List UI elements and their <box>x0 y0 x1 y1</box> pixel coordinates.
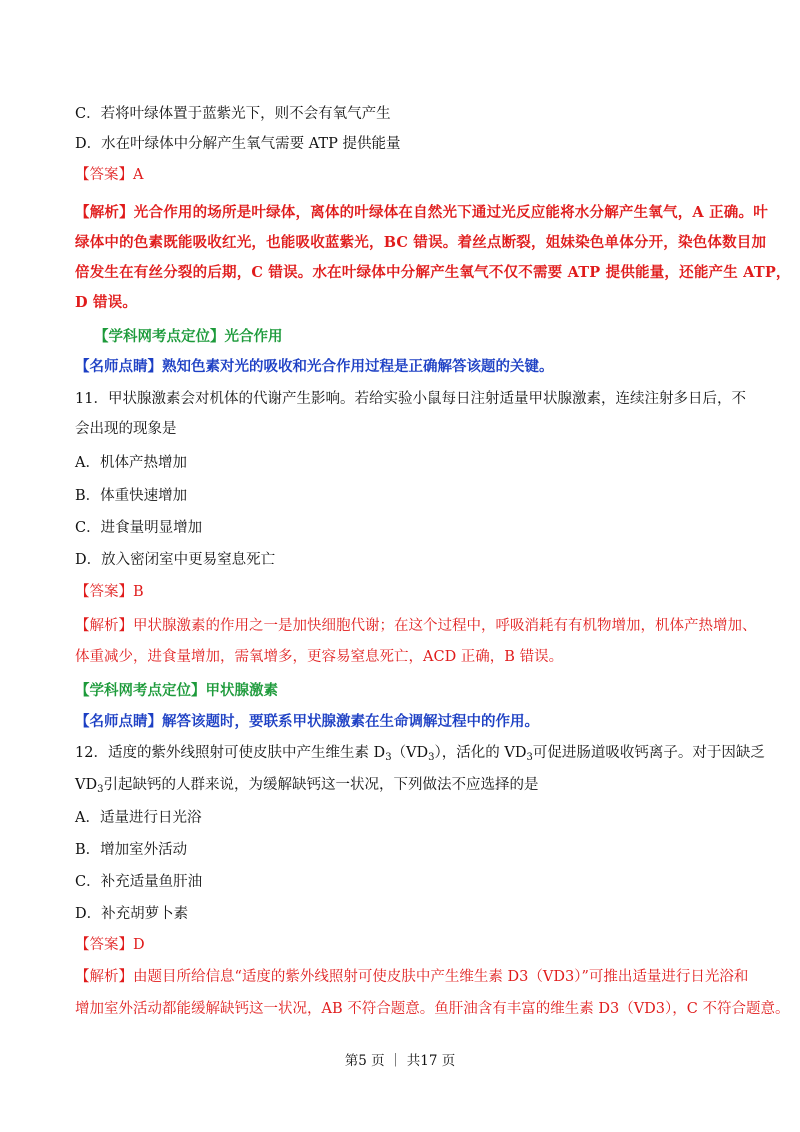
q10-dianjing: 【名师点睛】熟知色素对光的吸收和光合作用过程是正确解答该题的关键。 <box>75 358 554 375</box>
q10-analysis-line4: D 错误。 <box>75 294 138 311</box>
q10-option-d: D．水在叶绿体中分解产生氧气需要 ATP 提供能量 <box>75 136 401 152</box>
q12-stem-text-a: 12．适度的紫外线照射可使皮肤中产生维生素 D <box>75 745 386 761</box>
q11-option-a: A．机体产热增加 <box>75 455 187 471</box>
q11-option-b: B．体重快速增加 <box>75 488 188 504</box>
q12-stem-line1 <box>75 743 765 763</box>
q12-stem-text-e: VD <box>75 777 98 793</box>
q12-option-a: A．适量进行日光浴 <box>75 810 202 826</box>
q12-stem-line2 <box>75 775 538 795</box>
q12-analysis-line2: 增加室外活动都能缓解缺钙这一状况，AB 不符合题意。鱼肝油含有丰富的维生素 D3（VD3），C 不符合题意。 <box>75 1001 790 1017</box>
q12-stem-text-c: ），活化的 VD <box>434 745 527 761</box>
subscript: 3 <box>97 784 104 795</box>
q10-option-c: C．若将叶绿体置于蓝紫光下，则不会有氧气产生 <box>75 106 391 122</box>
q11-dianjing: 【名师点睛】解答该题时，要联系甲状腺激素在生命调解过程中的作用。 <box>75 713 539 730</box>
q11-stem-line1: 11．甲状腺激素会对机体的代谢产生影响。若给实验小鼠每日注射适量甲状腺激素，连续注射多日后，不 <box>75 391 746 407</box>
q11-answer: 【答案】B <box>75 584 144 600</box>
q12-stem-text-d: 可促进肠道吸收钙离子。对于因缺乏 <box>532 745 765 761</box>
q12-option-b: B．增加室外活动 <box>75 842 188 858</box>
page-footer: 第5 页 ｜ 共17 页 <box>344 1053 456 1069</box>
q10-analysis-line2: 绿体中的色素既能吸收红光，也能吸收蓝紫光，BC 错误。着丝点断裂，姐妹染色单体分开，染色体数目加 <box>75 234 767 251</box>
subscript: 3 <box>428 752 435 763</box>
q12-answer: 【答案】D <box>75 937 145 953</box>
subscript: 3 <box>385 752 392 763</box>
q10-analysis-line1: 【解析】光合作用的场所是叶绿体，离体的叶绿体在自然光下通过光反应能将水分解产生氧气，A 正确。叶 <box>75 204 768 221</box>
q11-option-c: C．进食量明显增加 <box>75 520 203 536</box>
q12-analysis-line1: 【解析】由题目所给信息“适度的紫外线照射可使皮肤中产生维生素 D3（VD3）”可推出适量进行日光浴和 <box>75 969 749 985</box>
subscript: 3 <box>526 752 533 763</box>
q10-kaodian: 【学科网考点定位】光合作用 <box>94 328 283 345</box>
q10-analysis-line3: 倍发生在有丝分裂的后期，C 错误。水在叶绿体中分解产生氧气不仅不需要 ATP 提供能量，还能产生 ATP， <box>75 264 791 281</box>
q11-option-d: D．放入密闭室中更易窒息死亡 <box>75 552 276 568</box>
q10-answer: 【答案】A <box>75 167 144 183</box>
q11-stem-line2: 会出现的现象是 <box>75 421 177 437</box>
q11-analysis-line1: 【解析】甲状腺激素的作用之一是加快细胞代谢；在这个过程中，呼吸消耗有有机物增加，机体产热增加、 <box>75 618 757 634</box>
q12-stem-text-f: 引起缺钙的人群来说，为缓解缺钙这一状况，下列做法不应选择的是 <box>103 777 539 793</box>
q11-analysis-line2: 体重减少，进食量增加，需氧增多，更容易窒息死亡，ACD 正确，B 错误。 <box>75 649 564 665</box>
q12-option-d: D．补充胡萝卜素 <box>75 906 189 922</box>
q12-option-c: C．补充适量鱼肝油 <box>75 874 203 890</box>
q12-stem-text-b: （VD <box>391 745 429 761</box>
q11-kaodian: 【学科网考点定位】甲状腺激素 <box>75 682 278 699</box>
